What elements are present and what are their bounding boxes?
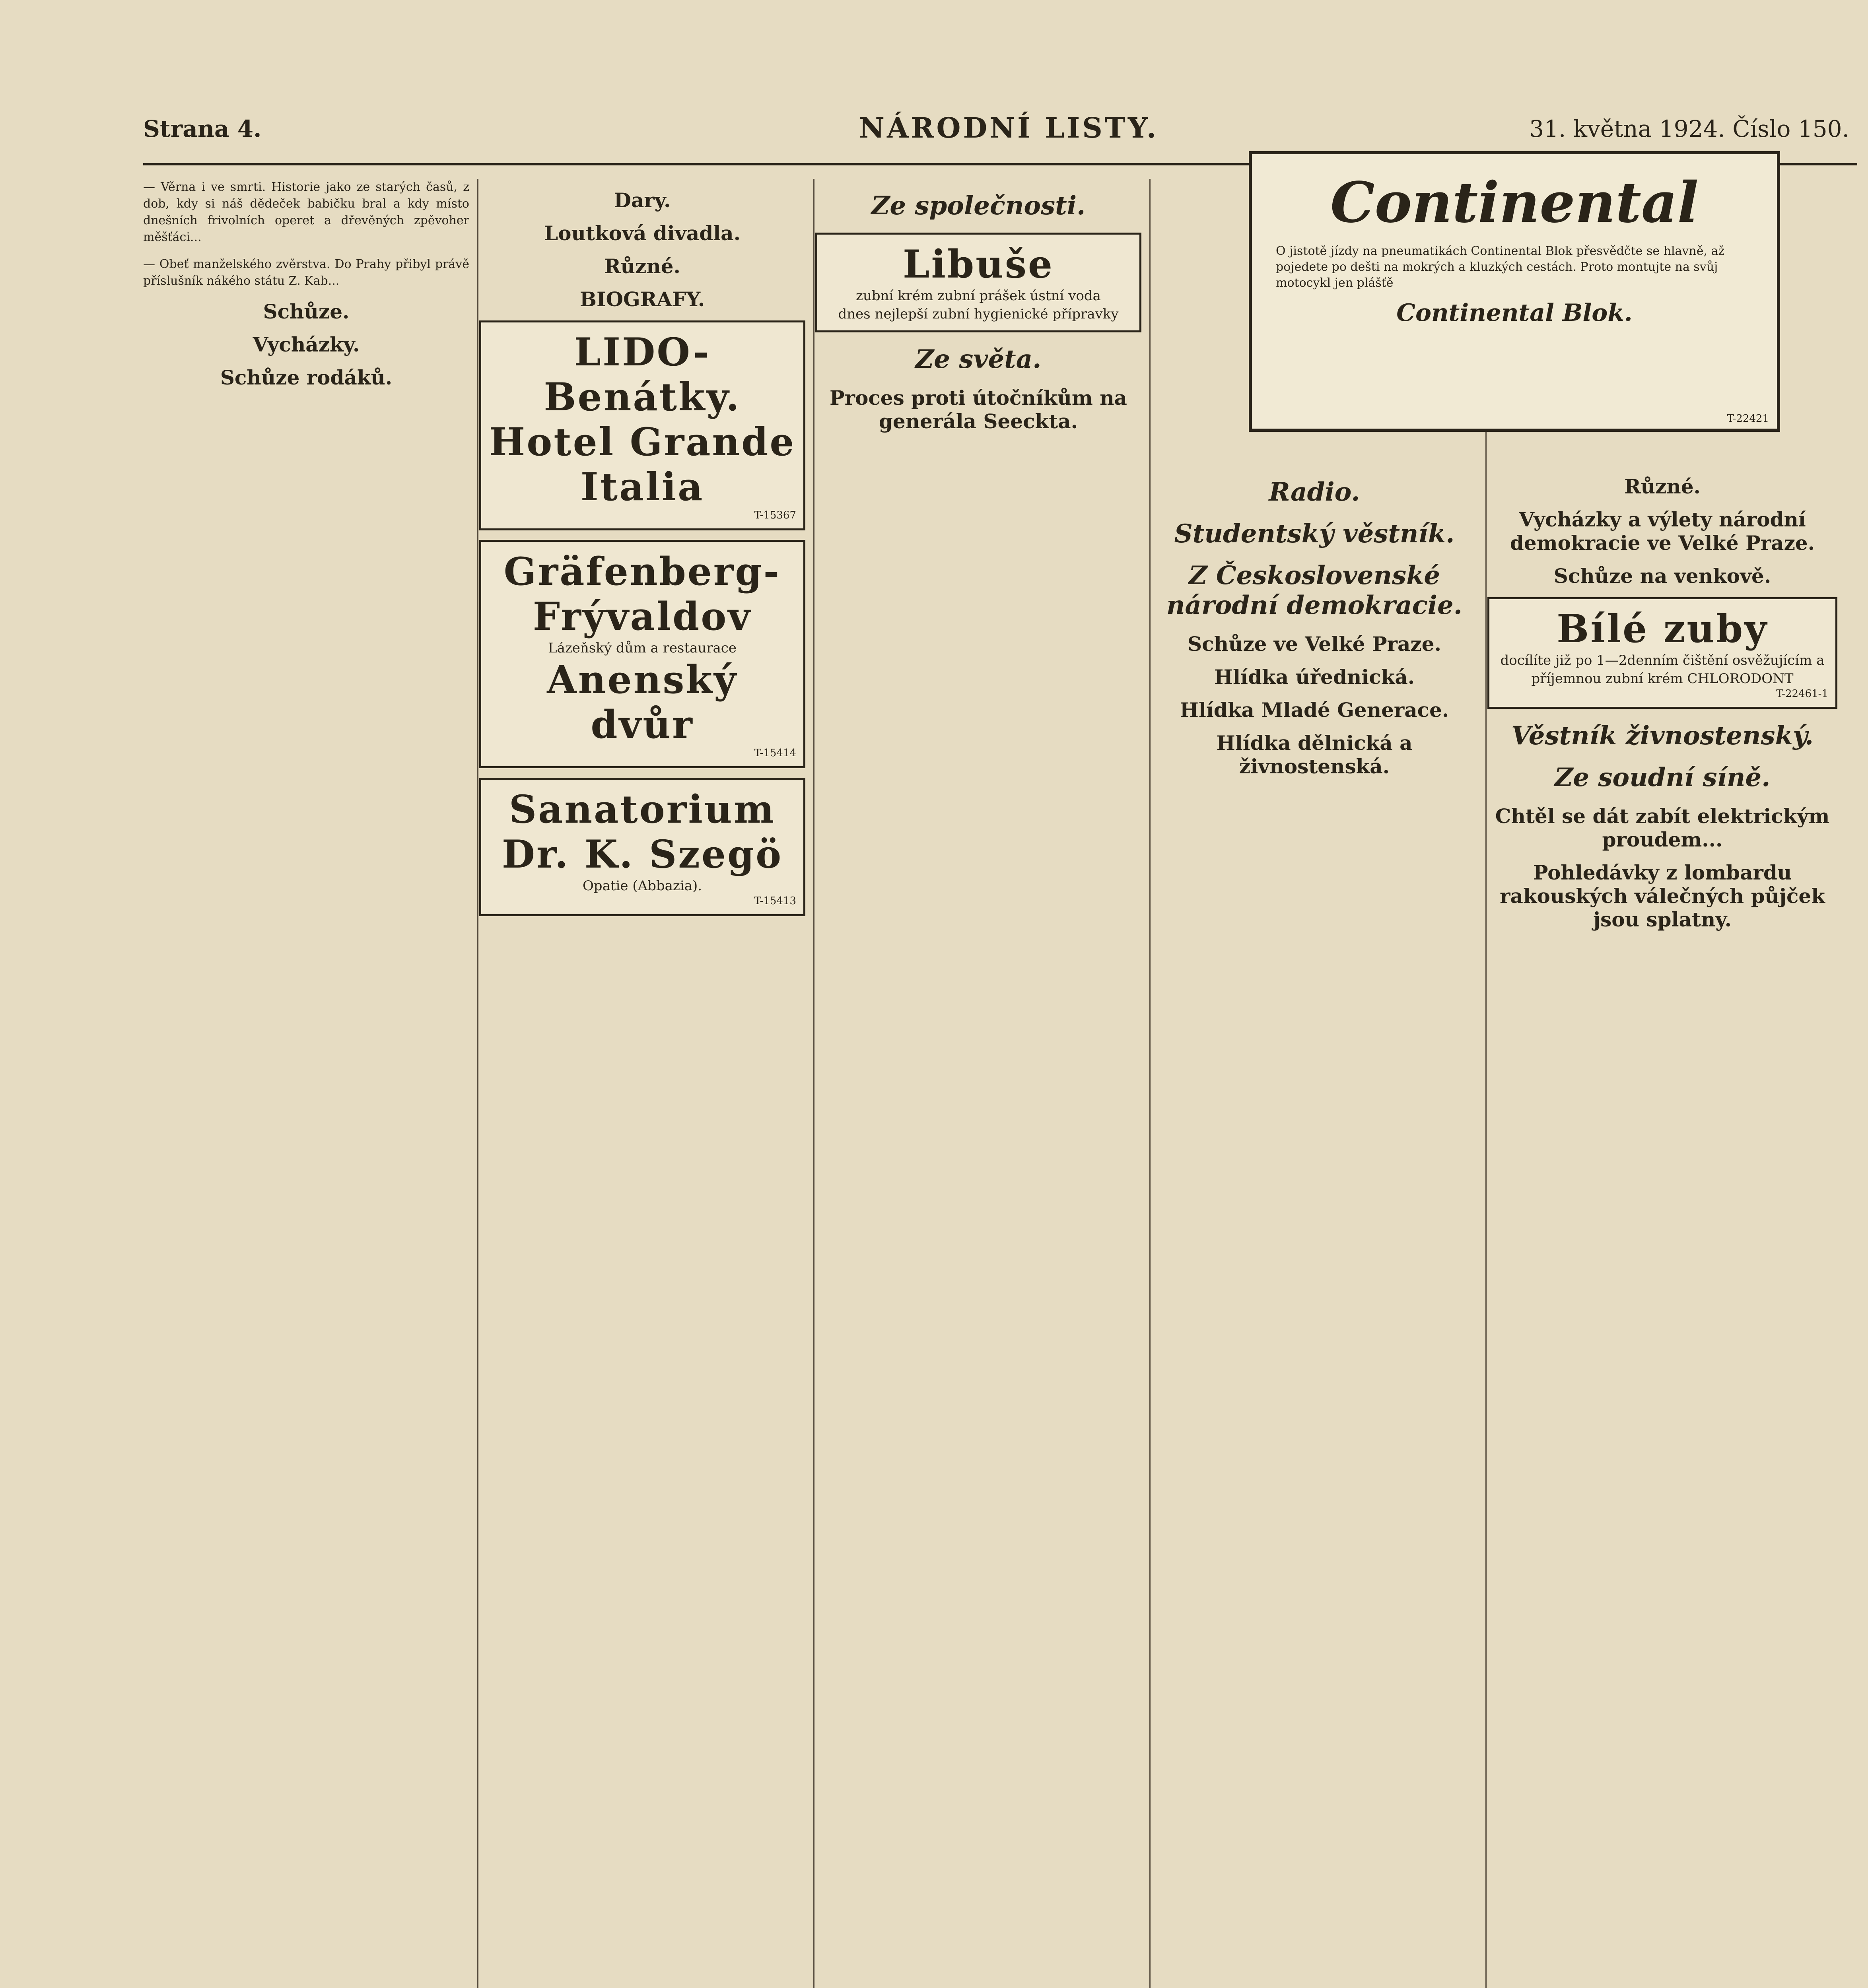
ad-title: Gräfenberg-Frývaldov bbox=[503, 549, 781, 639]
page-number: Strana 4. bbox=[143, 115, 262, 142]
continental-text: O jistotě jízdy na pneumatikách Continental Blok přesvědčte se hlavně, až pojedete po dešti na mokrých a kluzkých cestách. Proto montujte na svůj motocykl jen plášťě bbox=[1276, 244, 1725, 290]
article-title: Chtěl se dát zabít elektrickým proudem... bbox=[1495, 804, 1830, 851]
section-heading: Věstník živnostenský. bbox=[1511, 721, 1814, 751]
section-heading: Hlídka Mladé Generace. bbox=[1180, 698, 1449, 722]
advertisement-libuse bbox=[815, 233, 1141, 332]
article-title: Pohledávky z lombardu rakouských válečných půjček jsou splatny. bbox=[1500, 861, 1825, 931]
section-heading: Ze soudní síně. bbox=[1554, 763, 1771, 792]
section-heading: Ze světa. bbox=[915, 344, 1042, 374]
ad-title: Bílé zuby bbox=[1557, 606, 1768, 651]
column-5 bbox=[1487, 179, 1837, 1988]
article-paragraph: — Věrna i ve smrti. Historie jako ze starých časů, z dob, kdy si náš dědeček babičku bral a kdy místo dnešních frivolních operet a dřevěných zpěvoher měšťáci... bbox=[143, 180, 469, 244]
continental-logo: Continental bbox=[1330, 170, 1699, 235]
section-heading: BIOGRAFY. bbox=[579, 287, 705, 311]
continental-tagline: Continental Blok. bbox=[1396, 299, 1633, 327]
article-paragraph: — Obeť manželského zvěrstva. Do Prahy přibyl právě příslušník nákého státu Z. Kab... bbox=[143, 257, 469, 288]
advertisement-grafenberg bbox=[479, 540, 805, 768]
section-heading: Vycházky. bbox=[253, 333, 360, 356]
ad-title: Libuše bbox=[902, 242, 1054, 287]
ad-subtitle: docílíte již po 1—2denním čištění osvěžujícím a příjemnou zubní krém CHLORODONT bbox=[1500, 652, 1825, 687]
section-heading: Studentský věstník. bbox=[1174, 519, 1455, 549]
column-3 bbox=[815, 179, 1151, 1988]
ad-code: T-15413 bbox=[754, 895, 796, 907]
section-heading: Dary. bbox=[614, 188, 671, 212]
ad-subtitle: Lázeňský dům a restaurace bbox=[548, 640, 737, 656]
column-4 bbox=[1151, 179, 1487, 1988]
ad-code: T-15414 bbox=[754, 747, 796, 759]
column-2 bbox=[479, 179, 814, 1988]
ad-code: T-22461-1 bbox=[1776, 688, 1828, 700]
advertisement-chlorodont bbox=[1487, 597, 1837, 709]
ad-tagline: dnes nejlepší zubní hygienické přípravky bbox=[838, 306, 1119, 322]
section-heading: Radio. bbox=[1269, 477, 1360, 507]
ad-code: T-22421 bbox=[1727, 413, 1769, 425]
section-heading: Hlídka dělnická a živnostenská. bbox=[1216, 731, 1413, 778]
section-heading: Z Československé národní demokracie. bbox=[1166, 561, 1462, 620]
newspaper-title: NÁRODNÍ LISTY. bbox=[859, 111, 1159, 144]
column-1 bbox=[143, 179, 478, 1988]
ad-title: Sanatorium Dr. K. Szegö bbox=[502, 787, 783, 877]
ad-name: Anenský dvůr bbox=[547, 657, 738, 747]
ad-title: LIDO-Benátky. Hotel Grande Italia bbox=[489, 330, 796, 509]
section-heading: Hlídka úřednická. bbox=[1214, 665, 1415, 689]
section-heading: Různé. bbox=[1624, 475, 1701, 498]
ad-subtitle: Opatie (Abbazia). bbox=[582, 878, 702, 894]
advertisement-sanatorium bbox=[479, 778, 805, 916]
advertisement-lido bbox=[479, 320, 805, 530]
section-heading: Ze společnosti. bbox=[871, 191, 1086, 221]
section-heading: Vycházky a výlety národní demokracie ve Velké Praze. bbox=[1510, 508, 1815, 555]
ad-code: T-15367 bbox=[754, 509, 796, 521]
section-heading: Schůze. bbox=[263, 300, 350, 323]
section-heading: Různé. bbox=[604, 254, 680, 278]
issue-date: 31. května 1924. Číslo 150. bbox=[1529, 115, 1849, 142]
section-heading: Schůze rodáků. bbox=[220, 366, 393, 389]
section-heading: Schůze na venkově. bbox=[1553, 564, 1771, 588]
ad-subtitle: zubní krém zubní prášek ústní voda bbox=[856, 288, 1101, 304]
advertisement-continental bbox=[1249, 151, 1780, 432]
article-title: Proces proti útočníkům na generála Seeckta. bbox=[830, 386, 1127, 433]
section-heading: Schůze ve Velké Praze. bbox=[1188, 632, 1441, 656]
section-heading: Loutková divadla. bbox=[544, 221, 741, 245]
